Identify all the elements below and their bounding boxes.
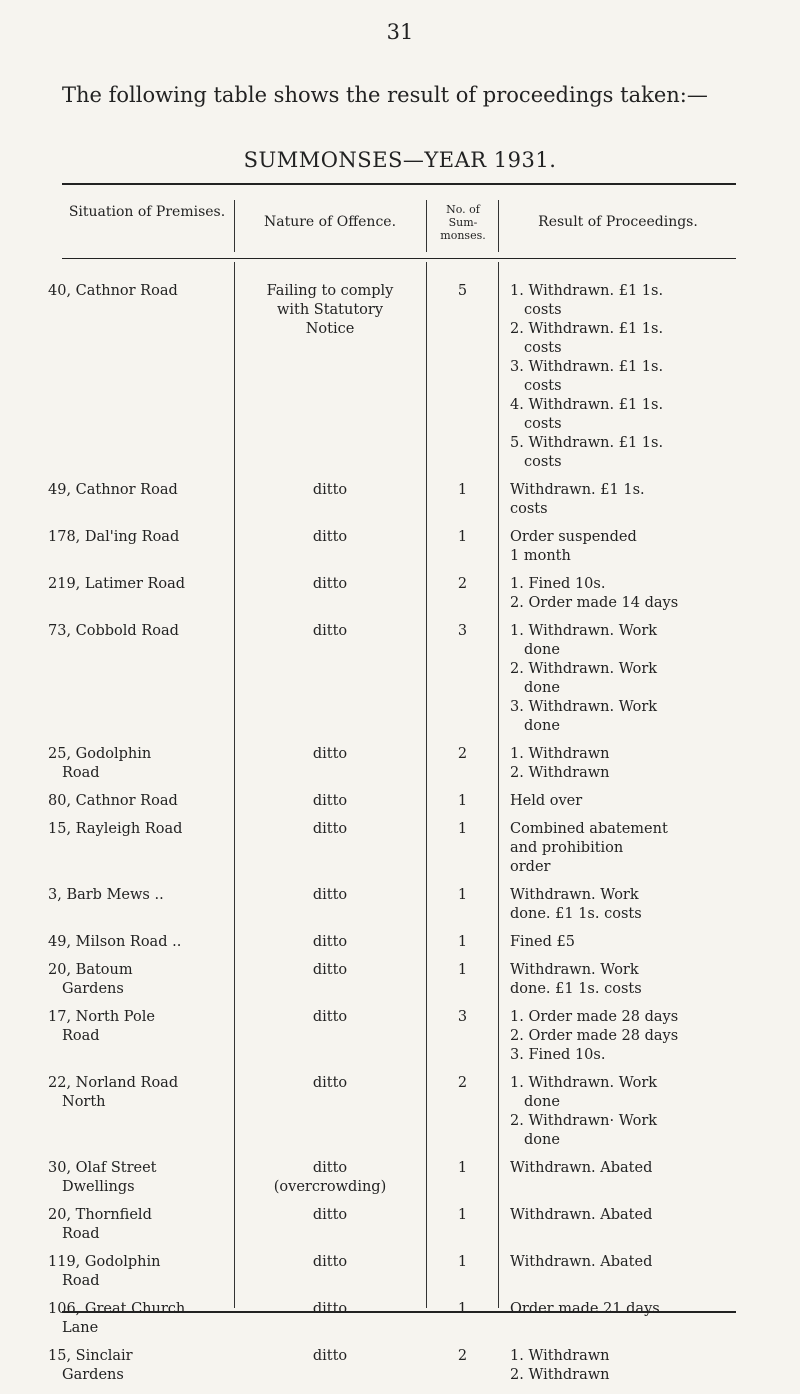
- result-line: Withdrawn. Abated: [510, 1254, 653, 1270]
- result-line: 2. Order made 14 days: [510, 595, 679, 611]
- situation-cell: [48, 481, 238, 500]
- situation-cell-line: Road: [62, 1028, 100, 1044]
- situation-cell-line: 30, Olaf Street: [48, 1160, 157, 1176]
- column-divider: [234, 200, 235, 252]
- nature-cell: [240, 1206, 420, 1225]
- nature-cell: [240, 1159, 420, 1197]
- situation-cell-line: 15, Sinclair: [48, 1348, 133, 1364]
- result-cell: [510, 575, 740, 613]
- nature-cell-line: ditto: [312, 887, 348, 903]
- nature-cell-line: ditto: [312, 529, 348, 545]
- intro-text: The following table shows the result of proceedings taken:—: [62, 83, 708, 107]
- table-row: [0, 282, 800, 481]
- result-line: 1. Fined 10s.: [510, 576, 606, 592]
- situation-cell-line: 49, Cathnor Road: [48, 482, 178, 498]
- situation-cell: [48, 575, 238, 594]
- table-row: [0, 1300, 800, 1347]
- result-line: 1. Withdrawn: [510, 746, 610, 762]
- situation-cell-line: 73, Cobbold Road: [48, 623, 179, 639]
- nature-cell: [240, 1347, 420, 1366]
- situation-cell-line: 20, Thornfield: [48, 1207, 152, 1223]
- result-cell: [510, 886, 740, 924]
- nature-cell-line: ditto: [312, 1207, 348, 1223]
- situation-cell: [48, 1347, 238, 1385]
- table-row: [0, 528, 800, 575]
- result-line: 1. Withdrawn: [510, 1348, 610, 1364]
- result-cell: [510, 1347, 740, 1385]
- nature-cell-line: ditto: [312, 1348, 348, 1364]
- situation-cell-line: 17, North Pole: [48, 1009, 155, 1025]
- nature-cell: [240, 820, 420, 839]
- result-line: done: [524, 1132, 560, 1148]
- nature-cell: [240, 886, 420, 905]
- result-line: 1 month: [510, 548, 571, 564]
- table-row: [0, 886, 800, 933]
- result-line: 2. Withdrawn: [510, 765, 610, 781]
- situation-cell: [48, 961, 238, 999]
- result-cell: [510, 1206, 740, 1225]
- table-top-rule: [62, 183, 736, 185]
- column-divider: [498, 200, 499, 252]
- summons-count-cell: 1: [457, 482, 468, 498]
- table-row: [0, 622, 800, 745]
- result-line: Withdrawn. Abated: [510, 1160, 653, 1176]
- nature-cell-line: ditto: [312, 1075, 348, 1091]
- result-line: done: [524, 642, 560, 658]
- table-row: [0, 1159, 800, 1206]
- result-line: 3. Withdrawn. Work: [510, 699, 658, 715]
- situation-cell-line: Gardens: [62, 1367, 124, 1383]
- result-cell: [510, 1253, 740, 1272]
- situation-cell-line: 219, Latimer Road: [48, 576, 186, 592]
- result-line: order: [510, 859, 551, 875]
- summons-count-cell: 2: [457, 1348, 468, 1364]
- situation-cell: [48, 1074, 238, 1112]
- situation-cell-line: North: [62, 1094, 106, 1110]
- summons-count-cell: 1: [457, 1301, 468, 1317]
- col-header-nature: Nature of Offence.: [263, 214, 397, 230]
- result-line: 1. Order made 28 days: [510, 1009, 679, 1025]
- result-line: Withdrawn. £1 1s.: [510, 482, 645, 498]
- nature-cell-line: ditto: [312, 1160, 348, 1176]
- table-row: [0, 1206, 800, 1253]
- result-line: 2. Withdrawn. Work: [510, 661, 658, 677]
- result-line: Withdrawn. Work: [510, 962, 639, 978]
- result-line: costs: [524, 378, 562, 394]
- nature-cell-line: ditto: [312, 962, 348, 978]
- summons-table-body: [0, 282, 800, 1394]
- result-line: costs: [510, 501, 548, 517]
- summons-count-cell: 2: [457, 576, 468, 592]
- situation-cell: [48, 1159, 238, 1197]
- nature-cell-line: ditto: [312, 1254, 348, 1270]
- col-header-number: No. of Sum- monses.: [440, 203, 486, 242]
- nature-cell-line: ditto: [312, 623, 348, 639]
- result-line: 5. Withdrawn. £1 1s.: [510, 435, 664, 451]
- result-cell: [510, 933, 740, 952]
- result-line: Order made 21 days: [510, 1301, 660, 1317]
- situation-cell-line: 40, Cathnor Road: [48, 283, 178, 299]
- summons-count-cell: 1: [457, 887, 468, 903]
- summons-count-cell: 1: [457, 1254, 468, 1270]
- table-row: [0, 933, 800, 961]
- result-cell: [510, 622, 740, 736]
- situation-cell: [48, 528, 238, 547]
- nature-cell-line: ditto: [312, 1301, 348, 1317]
- nature-cell-line: ditto: [312, 934, 348, 950]
- table-row: [0, 820, 800, 886]
- result-line: Fined £5: [510, 934, 575, 950]
- result-line: Withdrawn. Abated: [510, 1207, 653, 1223]
- result-cell: [510, 1074, 740, 1150]
- summons-count-cell: 2: [457, 1075, 468, 1091]
- page-number: 31: [386, 20, 414, 44]
- result-cell: [510, 481, 740, 519]
- result-cell: [510, 1300, 740, 1319]
- nature-cell: [240, 1074, 420, 1093]
- situation-cell-line: 15, Rayleigh Road: [48, 821, 183, 837]
- situation-cell-line: Road: [62, 765, 100, 781]
- summons-count-cell: 2: [457, 746, 468, 762]
- table-row: [0, 961, 800, 1008]
- nature-cell: [240, 575, 420, 594]
- situation-cell-line: 106, Great Church: [48, 1301, 186, 1317]
- nature-cell: [240, 792, 420, 811]
- situation-cell-line: Road: [62, 1273, 100, 1289]
- situation-cell: [48, 745, 238, 783]
- situation-cell-line: 20, Batoum: [48, 962, 133, 978]
- nature-cell: [240, 1300, 420, 1319]
- nature-cell: [240, 481, 420, 500]
- result-cell: [510, 1159, 740, 1178]
- situation-cell: [48, 933, 238, 952]
- situation-cell: [48, 1300, 238, 1338]
- situation-cell-line: 3, Barb Mews ..: [48, 887, 164, 903]
- summons-count-cell: 1: [457, 793, 468, 809]
- situation-cell: [48, 1008, 238, 1046]
- nature-cell: [240, 745, 420, 764]
- situation-cell: [48, 820, 238, 839]
- nature-cell-line: ditto: [312, 793, 348, 809]
- result-line: done: [524, 718, 560, 734]
- nature-cell: [240, 1253, 420, 1272]
- nature-cell-line: Failing to comply: [266, 283, 394, 299]
- result-cell: [510, 745, 740, 783]
- result-line: 2. Withdrawn· Work: [510, 1113, 658, 1129]
- table-row: [0, 1074, 800, 1159]
- result-cell: [510, 1008, 740, 1065]
- summons-count-cell: 5: [457, 283, 468, 299]
- situation-cell-line: Dwellings: [62, 1179, 135, 1195]
- result-line: 2. Withdrawn: [510, 1367, 610, 1383]
- table-row: [0, 792, 800, 820]
- summons-count-cell: 3: [457, 1009, 468, 1025]
- result-line: done: [524, 680, 560, 696]
- result-line: and prohibition: [510, 840, 624, 856]
- situation-cell: [48, 792, 238, 811]
- table-row: [0, 1347, 800, 1394]
- result-line: Combined abatement: [510, 821, 668, 837]
- header-rule: [62, 258, 736, 259]
- result-line: costs: [524, 340, 562, 356]
- table-row: [0, 481, 800, 528]
- column-divider: [426, 200, 427, 252]
- nature-cell-line: ditto: [312, 482, 348, 498]
- table-row: [0, 1253, 800, 1300]
- result-line: Withdrawn. Work: [510, 887, 639, 903]
- table-row: [0, 575, 800, 622]
- result-line: 1. Withdrawn. Work: [510, 1075, 658, 1091]
- nature-cell: [240, 528, 420, 547]
- summons-count-cell: 3: [457, 623, 468, 639]
- table-title: SUMMONSES—YEAR 1931.: [243, 148, 557, 172]
- result-line: done. £1 1s. costs: [510, 981, 642, 997]
- situation-cell-line: 25, Godolphin: [48, 746, 152, 762]
- situation-cell-line: Lane: [62, 1320, 99, 1336]
- nature-cell-line: (overcrowding): [273, 1179, 387, 1195]
- situation-cell-line: 22, Norland Road: [48, 1075, 179, 1091]
- situation-cell-line: Gardens: [62, 981, 124, 997]
- situation-cell: [48, 622, 238, 641]
- result-line: done: [524, 1094, 560, 1110]
- nature-cell: [240, 282, 420, 339]
- situation-cell-line: Road: [62, 1226, 100, 1242]
- summons-count-cell: 1: [457, 934, 468, 950]
- result-line: 3. Fined 10s.: [510, 1047, 606, 1063]
- situation-cell-line: 49, Milson Road ..: [48, 934, 182, 950]
- col-header-result: Result of Proceedings.: [538, 214, 698, 230]
- situation-cell-line: 80, Cathnor Road: [48, 793, 178, 809]
- result-line: Order suspended: [510, 529, 637, 545]
- nature-cell: [240, 933, 420, 952]
- result-line: 2. Withdrawn. £1 1s.: [510, 321, 664, 337]
- result-line: costs: [524, 302, 562, 318]
- summons-count-cell: 1: [457, 1207, 468, 1223]
- situation-cell: [48, 1206, 238, 1244]
- situation-cell: [48, 886, 238, 905]
- summons-count-cell: 1: [457, 821, 468, 837]
- nature-cell-line: Notice: [305, 321, 355, 337]
- result-cell: [510, 820, 740, 877]
- nature-cell: [240, 1008, 420, 1027]
- result-cell: [510, 792, 740, 811]
- nature-cell-line: with Statutory: [276, 302, 384, 318]
- situation-cell: [48, 1253, 238, 1291]
- result-line: costs: [524, 416, 562, 432]
- result-line: done. £1 1s. costs: [510, 906, 642, 922]
- table-row: [0, 1008, 800, 1074]
- table-row: [0, 745, 800, 792]
- nature-cell-line: ditto: [312, 576, 348, 592]
- result-cell: [510, 282, 740, 472]
- nature-cell-line: ditto: [312, 821, 348, 837]
- result-line: costs: [524, 454, 562, 470]
- result-line: Held over: [510, 793, 583, 809]
- col-header-situation: Situation of Premises.: [68, 204, 226, 220]
- summons-count-cell: 1: [457, 1160, 468, 1176]
- result-line: 1. Withdrawn. £1 1s.: [510, 283, 664, 299]
- result-line: 3. Withdrawn. £1 1s.: [510, 359, 664, 375]
- situation-cell-line: 178, Dal'ing Road: [48, 529, 180, 545]
- result-cell: [510, 961, 740, 999]
- summons-count-cell: 1: [457, 962, 468, 978]
- nature-cell: [240, 961, 420, 980]
- result-line: 4. Withdrawn. £1 1s.: [510, 397, 664, 413]
- summons-count-cell: 1: [457, 529, 468, 545]
- result-line: 2. Order made 28 days: [510, 1028, 679, 1044]
- situation-cell-line: 119, Godolphin: [48, 1254, 161, 1270]
- nature-cell-line: ditto: [312, 1009, 348, 1025]
- result-line: 1. Withdrawn. Work: [510, 623, 658, 639]
- result-cell: [510, 528, 740, 566]
- situation-cell: [48, 282, 238, 301]
- nature-cell-line: ditto: [312, 746, 348, 762]
- nature-cell: [240, 622, 420, 641]
